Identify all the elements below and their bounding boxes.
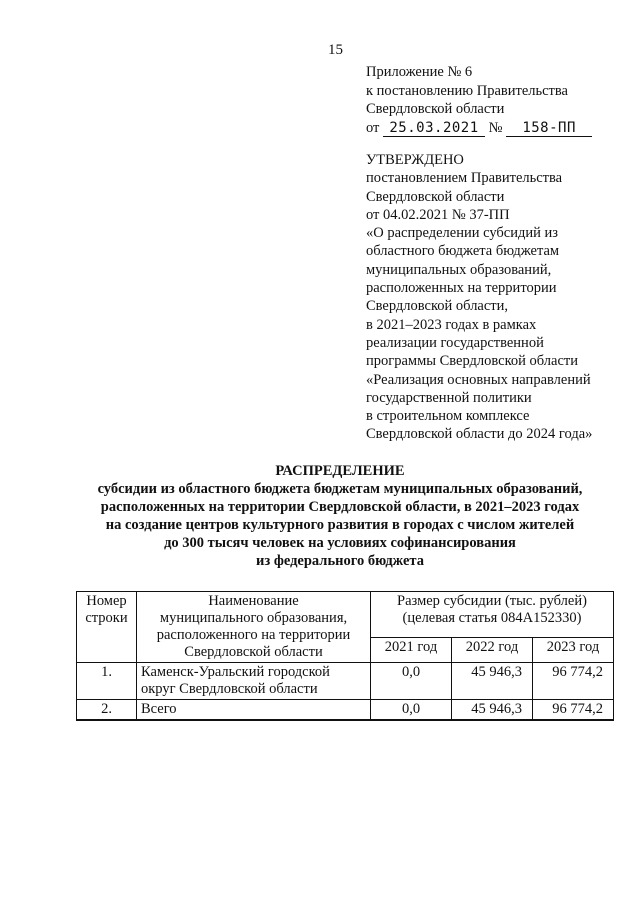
- row-value-2021: 0,0: [371, 663, 452, 700]
- header-text: Номер: [86, 593, 127, 609]
- subsidy-table: [76, 591, 614, 721]
- approval-line: «Реализация основных направлений: [366, 371, 591, 388]
- row-municipality: [137, 663, 371, 700]
- heading-line: расположенных на территории Свердловской области, в 2021–2023 годах: [100, 499, 580, 515]
- approval-line: в 2021–2023 годах в рамках: [366, 316, 537, 333]
- header-row-number: [77, 592, 137, 663]
- heading-line: на создание центров культурного развития в городах с числом жителей: [105, 517, 575, 533]
- approval-line: Свердловской области,: [366, 298, 509, 315]
- header-text: Размер субсидии (тыс. рублей): [397, 593, 587, 609]
- table-row-total: [77, 700, 614, 721]
- municipality-text: округ Свердловской области: [141, 681, 318, 697]
- date-prefix: от: [366, 119, 380, 136]
- approval-line: реализации государственной: [366, 334, 544, 351]
- handwritten-date: 25.03.2021: [383, 121, 485, 137]
- number-prefix: №: [488, 119, 503, 136]
- row-value-2023: 96 774,2: [533, 700, 614, 721]
- row-value-2022: 45 946,3: [452, 663, 533, 700]
- row-number: 1.: [77, 663, 137, 700]
- approval-line: от 04.02.2021 № 37-ПП: [366, 206, 510, 223]
- approval-line: постановлением Правительства: [366, 170, 563, 187]
- table-row: [77, 663, 614, 700]
- approval-block: [366, 151, 592, 444]
- row-value-2022: 45 946,3: [452, 700, 533, 721]
- header-year-2023: 2023 год: [533, 638, 614, 663]
- header-text: муниципального образования,: [159, 610, 348, 626]
- row-number: 2.: [77, 700, 137, 721]
- approval-line: программы Свердловской области: [366, 353, 579, 370]
- header-year-2022: 2022 год: [452, 638, 533, 663]
- row-municipality: Всего: [137, 700, 371, 721]
- approval-line: государственной политики: [366, 389, 532, 406]
- approval-line: Свердловской области до 2024 года»: [366, 426, 593, 443]
- header-year-2021: 2021 год: [371, 638, 452, 663]
- table-header-row: [77, 592, 614, 638]
- approval-line: «О распределении субсидий из: [366, 225, 558, 242]
- row-value-2021: 0,0: [371, 700, 452, 721]
- appendix-line: Свердловской области: [366, 101, 505, 117]
- heading-title: РАСПРЕДЕЛЕНИЕ: [275, 463, 405, 479]
- approval-line: Свердловской области: [366, 188, 505, 205]
- document-heading: [60, 462, 620, 570]
- appendix-line: к постановлению Правительства: [366, 82, 568, 99]
- header-text: расположенного на территории: [156, 627, 351, 643]
- heading-line: из федерального бюджета: [256, 553, 424, 569]
- approval-line: муниципальных образований,: [366, 261, 552, 278]
- row-value-2023: 96 774,2: [533, 663, 614, 700]
- header-text: строки: [85, 610, 128, 626]
- approval-line: расположенных на территории: [366, 280, 557, 297]
- header-municipality: [137, 592, 371, 663]
- appendix-line: Приложение № 6: [366, 64, 473, 80]
- approval-title: УТВЕРЖДЕНО: [366, 152, 464, 168]
- appendix-date-line: [366, 119, 592, 138]
- page-number: 15: [328, 42, 343, 58]
- header-text: (целевая статья 084А152330): [402, 610, 582, 626]
- handwritten-number: 158-ПП: [506, 121, 592, 137]
- header-text: Свердловской области: [184, 644, 323, 660]
- appendix-block: [366, 63, 592, 137]
- header-text: Наименование: [208, 593, 299, 609]
- approval-line: в строительном комплексе: [366, 408, 530, 425]
- approval-line: областного бюджета бюджетам: [366, 243, 560, 260]
- header-subsidy-size: [371, 592, 614, 638]
- municipality-text: Каменск-Уральский городской: [141, 664, 330, 680]
- heading-line: субсидии из областного бюджета бюджетам муниципальных образований,: [97, 481, 583, 497]
- heading-line: до 300 тысяч человек на условиях софинансирования: [164, 535, 516, 551]
